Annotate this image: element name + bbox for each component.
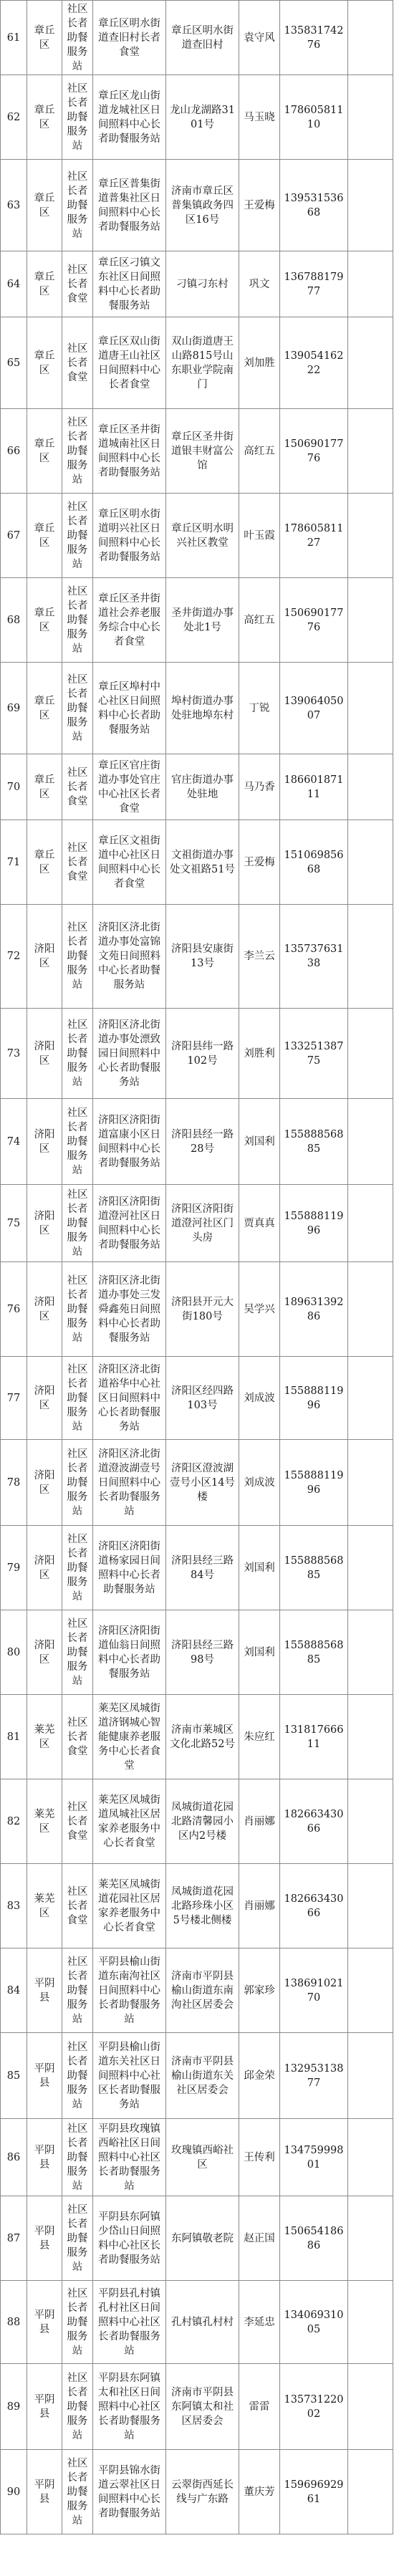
address-cell: 济阳县开元大街180号 — [166, 1262, 239, 1357]
row-number: 70 — [1, 754, 27, 820]
phone-cell: 17860581127 — [280, 494, 348, 578]
phone-cell: 13573122002 — [280, 2364, 348, 2450]
row-number: 87 — [1, 2196, 27, 2281]
empty-cell — [348, 494, 393, 578]
district-cell: 章丘区 — [27, 1, 62, 75]
phone-cell: 17860581110 — [280, 75, 348, 160]
row-number: 76 — [1, 1262, 27, 1357]
district-cell: 莱芜区 — [27, 1864, 62, 1948]
phone-cell: 13573763138 — [280, 905, 348, 1009]
service-type-cell: 社区长者助餐服务站 — [62, 2033, 93, 2119]
empty-cell — [348, 578, 393, 663]
district-cell: 平阴县 — [27, 2033, 62, 2119]
district-cell: 章丘区 — [27, 494, 62, 578]
station-name-cell: 章丘区明水街道明兴社区日间照料中心长者助餐服务站 — [93, 494, 166, 578]
empty-cell — [348, 663, 393, 754]
table-row — [1, 494, 393, 578]
station-name-cell: 平阴县锦水街道云翠社区日间照料中心长者助餐服务站 — [93, 2450, 166, 2534]
phone-cell: 15588856885 — [280, 1610, 348, 1695]
district-cell: 莱芜区 — [27, 1779, 62, 1864]
station-name-cell: 济阳区济北街道办事处三发舜鑫苑日间照料中心长者助餐服务站 — [93, 1262, 166, 1357]
contact-person-cell: 高红五 — [239, 409, 280, 494]
phone-cell: 13475999801 — [280, 2119, 348, 2196]
address-cell: 济南市章丘区普集镇政务四区16号 — [166, 160, 239, 251]
empty-cell — [348, 1357, 393, 1440]
district-cell: 章丘区 — [27, 317, 62, 409]
table-body — [1, 1, 393, 2534]
empty-cell — [348, 2119, 393, 2196]
row-number: 83 — [1, 1864, 27, 1948]
row-number: 77 — [1, 1357, 27, 1440]
empty-cell — [348, 1610, 393, 1695]
service-type-cell: 社区长者助餐服务站 — [62, 1099, 93, 1185]
service-type-cell: 社区长者助餐服务站 — [62, 663, 93, 754]
station-name-cell: 章丘区圣井街道城南社区日间照料中心长者助餐服务站 — [93, 409, 166, 494]
empty-cell — [348, 160, 393, 251]
table-row — [1, 1185, 393, 1262]
station-name-cell: 章丘区龙山街道龙城社区日间照料中心长者助餐服务站 — [93, 75, 166, 160]
service-type-cell: 社区长者食堂 — [62, 1695, 93, 1779]
phone-cell: 18660187111 — [280, 754, 348, 820]
phone-cell: 18266343066 — [280, 1864, 348, 1948]
service-type-cell: 社区长者助餐服务站 — [62, 1185, 93, 1262]
district-cell: 章丘区 — [27, 754, 62, 820]
address-cell: 凤城街道花园北路珍珠小区5号楼北侧楼 — [166, 1864, 239, 1948]
address-cell: 埠村街道办事处驻地埠东村 — [166, 663, 239, 754]
row-number: 63 — [1, 160, 27, 251]
station-name-cell: 平阴县玫瑰镇西峪社区日间照料中心社区长者助餐服务站 — [93, 2119, 166, 2196]
district-cell: 济阳区 — [27, 1526, 62, 1610]
row-number: 74 — [1, 1099, 27, 1185]
district-cell: 平阴县 — [27, 2119, 62, 2196]
table-row — [1, 2119, 393, 2196]
station-name-cell: 济阳区济阳街道杨家园日间照料中心长者助餐服务站 — [93, 1526, 166, 1610]
empty-cell — [348, 2450, 393, 2534]
empty-cell — [348, 317, 393, 409]
service-type-cell: 社区长者助餐服务站 — [62, 2364, 93, 2450]
row-number: 61 — [1, 1, 27, 75]
contact-person-cell: 李兰云 — [239, 905, 280, 1009]
contact-person-cell: 马玉晓 — [239, 75, 280, 160]
phone-cell: 13295313877 — [280, 2033, 348, 2119]
phone-cell: 13953153668 — [280, 160, 348, 251]
address-cell: 济阳县经一路28号 — [166, 1099, 239, 1185]
table-row — [1, 1, 393, 75]
district-cell: 济阳区 — [27, 1099, 62, 1185]
service-type-cell: 社区长者助餐服务站 — [62, 2450, 93, 2534]
empty-cell — [348, 1695, 393, 1779]
empty-cell — [348, 1864, 393, 1948]
phone-cell: 15588856885 — [280, 1526, 348, 1610]
table-row — [1, 663, 393, 754]
address-cell: 济阳区济阳街道澄河社区门头房 — [166, 1185, 239, 1262]
service-type-cell: 社区长者助餐服务站 — [62, 75, 93, 160]
district-cell: 平阴县 — [27, 2281, 62, 2364]
station-name-cell: 济阳区济北街道澄波湖壹号日间照料中心长者助餐服务站 — [93, 1440, 166, 1526]
address-cell: 东阿镇敬老院 — [166, 2196, 239, 2281]
row-number: 86 — [1, 2119, 27, 2196]
empty-cell — [348, 2033, 393, 2119]
service-type-cell: 社区长者食堂 — [62, 754, 93, 820]
address-cell: 孔村镇孔村村 — [166, 2281, 239, 2364]
district-cell: 平阴县 — [27, 2196, 62, 2281]
table-row — [1, 1357, 393, 1440]
address-cell: 章丘区明水明兴社区教堂 — [166, 494, 239, 578]
phone-cell: 13406931005 — [280, 2281, 348, 2364]
station-name-cell: 济阳区济北街道办事处富锦文苑日间照料中心长者助餐服务站 — [93, 905, 166, 1009]
district-cell: 平阴县 — [27, 2450, 62, 2534]
phone-cell: 15588811996 — [280, 1357, 348, 1440]
district-cell: 章丘区 — [27, 663, 62, 754]
station-name-cell: 济阳区济阳街道澄河社区日间照料中心长者助餐服务站 — [93, 1185, 166, 1262]
service-type-cell: 社区长者助餐服务站 — [62, 494, 93, 578]
service-type-cell: 社区长者食堂 — [62, 251, 93, 317]
table-row — [1, 1610, 393, 1695]
empty-cell — [348, 75, 393, 160]
empty-cell — [348, 1779, 393, 1864]
row-number: 84 — [1, 1948, 27, 2033]
phone-cell: 15069017776 — [280, 578, 348, 663]
row-number: 90 — [1, 2450, 27, 2534]
table-row — [1, 409, 393, 494]
service-type-cell: 社区长者助餐服务站 — [62, 2281, 93, 2364]
empty-cell — [348, 820, 393, 905]
table-row — [1, 578, 393, 663]
phone-cell: 13325138775 — [280, 1009, 348, 1099]
station-name-cell: 济阳区济北街道办事处漂致园日间照料中心长者助餐服务站 — [93, 1009, 166, 1099]
contact-person-cell: 吴学兴 — [239, 1262, 280, 1357]
district-cell: 济阳区 — [27, 905, 62, 1009]
district-cell: 济阳区 — [27, 1262, 62, 1357]
district-cell: 济阳区 — [27, 1440, 62, 1526]
row-number: 64 — [1, 251, 27, 317]
service-type-cell: 社区长者助餐服务站 — [62, 1357, 93, 1440]
row-number: 68 — [1, 578, 27, 663]
station-name-cell: 平阴县东阿镇太和社区日间照料中心社区长者助餐服务站 — [93, 2364, 166, 2450]
phone-cell: 13678817977 — [280, 251, 348, 317]
table-row — [1, 820, 393, 905]
address-cell: 济南市平阴县榆山街道东关社区居委会 — [166, 2033, 239, 2119]
district-cell: 章丘区 — [27, 820, 62, 905]
district-cell: 章丘区 — [27, 578, 62, 663]
row-number: 78 — [1, 1440, 27, 1526]
service-type-cell: 社区长者助餐服务站 — [62, 1440, 93, 1526]
service-type-cell: 社区长者助餐服务站 — [62, 2196, 93, 2281]
phone-cell: 13181766611 — [280, 1695, 348, 1779]
address-cell: 济阳县经三路98号 — [166, 1610, 239, 1695]
row-number: 88 — [1, 2281, 27, 2364]
empty-cell — [348, 2281, 393, 2364]
contact-person-cell: 叶玉霞 — [239, 494, 280, 578]
row-number: 80 — [1, 1610, 27, 1695]
table-row — [1, 1526, 393, 1610]
address-cell: 刁镇刁东村 — [166, 251, 239, 317]
service-type-cell: 社区长者助餐服务站 — [62, 578, 93, 663]
table-row — [1, 1262, 393, 1357]
district-cell: 章丘区 — [27, 251, 62, 317]
contact-person-cell: 王爱梅 — [239, 160, 280, 251]
station-name-cell: 平阴县榆山街道东关社区日间照料中心社区长者助餐服务站 — [93, 2033, 166, 2119]
contact-person-cell: 郭家珍 — [239, 1948, 280, 2033]
phone-cell: 13905416222 — [280, 317, 348, 409]
empty-cell — [348, 1, 393, 75]
phone-cell: 13583174276 — [280, 1, 348, 75]
service-type-cell: 社区长者助餐服务站 — [62, 905, 93, 1009]
table-row — [1, 2196, 393, 2281]
contact-person-cell: 丁锐 — [239, 663, 280, 754]
phone-cell: 13906405007 — [280, 663, 348, 754]
phone-cell: 15588811996 — [280, 1185, 348, 1262]
empty-cell — [348, 2364, 393, 2450]
address-cell: 官庄街道办事处驻地 — [166, 754, 239, 820]
phone-cell: 18266343066 — [280, 1779, 348, 1864]
station-name-cell: 济阳区济阳街道仙翁日间照料中心长者助餐服务站 — [93, 1610, 166, 1695]
empty-cell — [348, 2196, 393, 2281]
empty-cell — [348, 1099, 393, 1185]
station-name-cell: 章丘区文祖街道中心社区日间照料中心长者食堂 — [93, 820, 166, 905]
contact-person-cell: 李延忠 — [239, 2281, 280, 2364]
empty-cell — [348, 409, 393, 494]
service-type-cell: 社区长者食堂 — [62, 1864, 93, 1948]
service-type-cell: 社区长者助餐服务站 — [62, 1948, 93, 2033]
contact-person-cell: 刘成波 — [239, 1357, 280, 1440]
address-cell: 章丘区圣井街道银丰财富公馆 — [166, 409, 239, 494]
service-type-cell: 社区长者助餐服务站 — [62, 409, 93, 494]
contact-person-cell: 贾真真 — [239, 1185, 280, 1262]
service-type-cell: 社区长者食堂 — [62, 820, 93, 905]
station-name-cell: 莱芜区凤城街道济钢城心智能健康养老服务中心长者食堂 — [93, 1695, 166, 1779]
station-name-cell: 莱芜区凤城街道凤城社区居家养老服务中心长者食堂 — [93, 1779, 166, 1864]
table-row — [1, 2450, 393, 2534]
table-row — [1, 1009, 393, 1099]
phone-cell: 15969692961 — [280, 2450, 348, 2534]
contact-person-cell: 刘国利 — [239, 1099, 280, 1185]
row-number: 69 — [1, 663, 27, 754]
table-row — [1, 2033, 393, 2119]
contact-person-cell: 雷雷 — [239, 2364, 280, 2450]
contact-person-cell: 王爱梅 — [239, 820, 280, 905]
row-number: 85 — [1, 2033, 27, 2119]
address-cell: 济阳县安康街13号 — [166, 905, 239, 1009]
contact-person-cell: 肖丽娜 — [239, 1864, 280, 1948]
station-name-cell: 平阴县孔村镇孔村社区日间照料中心社区长者助餐服务站 — [93, 2281, 166, 2364]
empty-cell — [348, 1526, 393, 1610]
station-name-cell: 章丘区官庄街道办事处官庄中心社区长者食堂 — [93, 754, 166, 820]
address-cell: 圣井街道办事处北1号 — [166, 578, 239, 663]
district-cell: 章丘区 — [27, 75, 62, 160]
contact-person-cell: 肖丽娜 — [239, 1779, 280, 1864]
table-row — [1, 1948, 393, 2033]
phone-cell: 13869102170 — [280, 1948, 348, 2033]
address-cell: 济阳县纬一路102号 — [166, 1009, 239, 1099]
contact-person-cell: 刘加胜 — [239, 317, 280, 409]
address-cell: 双山街道唐王山路815号山东职业学院南门 — [166, 317, 239, 409]
row-number: 67 — [1, 494, 27, 578]
service-type-cell: 社区长者助餐服务站 — [62, 1526, 93, 1610]
station-name-cell: 平阴县东阿镇少岱山日间照料中心社区长者助餐服务站 — [93, 2196, 166, 2281]
empty-cell — [348, 1262, 393, 1357]
phone-cell: 15065418686 — [280, 2196, 348, 2281]
contact-person-cell: 高红五 — [239, 578, 280, 663]
row-number: 79 — [1, 1526, 27, 1610]
phone-cell: 15588811996 — [280, 1440, 348, 1526]
station-name-cell: 章丘区普集街道普集社区日间照料中心长者助餐服务站 — [93, 160, 166, 251]
table-row — [1, 2364, 393, 2450]
row-number: 72 — [1, 905, 27, 1009]
table-row — [1, 317, 393, 409]
row-number: 81 — [1, 1695, 27, 1779]
station-name-cell: 章丘区埠村中心社区日间照料中心长者助餐服务站 — [93, 663, 166, 754]
service-type-cell: 社区长者助餐服务站 — [62, 1610, 93, 1695]
contact-person-cell: 马乃香 — [239, 754, 280, 820]
service-type-cell: 社区长者助餐服务站 — [62, 1, 93, 75]
address-cell: 龙山龙湖路3101号 — [166, 75, 239, 160]
table-row — [1, 905, 393, 1009]
service-type-cell: 社区长者食堂 — [62, 317, 93, 409]
station-name-cell: 莱芜区凤城街道花园社区居家养老服务中心长者食堂 — [93, 1864, 166, 1948]
table-row — [1, 160, 393, 251]
contact-person-cell: 袁守风 — [239, 1, 280, 75]
district-cell: 济阳区 — [27, 1009, 62, 1099]
contact-person-cell: 刘成波 — [239, 1440, 280, 1526]
table-row — [1, 1779, 393, 1864]
row-number: 66 — [1, 409, 27, 494]
empty-cell — [348, 754, 393, 820]
address-cell: 济南市平阴县榆山街道东南泃社区居委会 — [166, 1948, 239, 2033]
district-cell: 莱芜区 — [27, 1695, 62, 1779]
row-number: 75 — [1, 1185, 27, 1262]
station-name-cell: 章丘区明水街道查旧村长者食堂 — [93, 1, 166, 75]
address-cell: 文祖街道办事处文祖路51号 — [166, 820, 239, 905]
row-number: 65 — [1, 317, 27, 409]
contact-person-cell: 刘胜利 — [239, 1009, 280, 1099]
station-name-cell: 平阴县榆山街道东南泃社区日间照料中心长者助餐服务站 — [93, 1948, 166, 2033]
row-number: 82 — [1, 1779, 27, 1864]
empty-cell — [348, 1440, 393, 1526]
empty-cell — [348, 1185, 393, 1262]
address-cell: 章丘区明水街道查旧村 — [166, 1, 239, 75]
phone-cell: 18963139286 — [280, 1262, 348, 1357]
contact-person-cell: 巩文 — [239, 251, 280, 317]
empty-cell — [348, 905, 393, 1009]
service-type-cell: 社区长者助餐服务站 — [62, 160, 93, 251]
contact-person-cell: 朱应红 — [239, 1695, 280, 1779]
district-cell: 平阴县 — [27, 2364, 62, 2450]
table-row — [1, 1864, 393, 1948]
station-name-cell: 章丘区圣井街道社会养老服务综合中心长者食堂 — [93, 578, 166, 663]
service-type-cell: 社区长者助餐服务站 — [62, 1262, 93, 1357]
address-cell: 济阳区经四路103号 — [166, 1357, 239, 1440]
address-cell: 济南市平阴县东阿镇太和社区居委会 — [166, 2364, 239, 2450]
table-row — [1, 1695, 393, 1779]
district-cell: 济阳区 — [27, 1185, 62, 1262]
service-type-cell: 社区长者助餐服务站 — [62, 1009, 93, 1099]
address-cell: 济南市莱城区文化北路52号 — [166, 1695, 239, 1779]
address-cell: 云翠街西延长线与广东路 — [166, 2450, 239, 2534]
station-name-cell: 济阳区济北街道裕华中心社区日间照料中心长者助餐服务站 — [93, 1357, 166, 1440]
station-name-cell: 章丘区双山街道唐王山社区日间照料中心长者食堂 — [93, 317, 166, 409]
address-cell: 济阳县经三路84号 — [166, 1526, 239, 1610]
row-number: 71 — [1, 820, 27, 905]
district-cell: 济阳区 — [27, 1357, 62, 1440]
contact-person-cell: 王传利 — [239, 2119, 280, 2196]
address-cell: 凤城街道花园北路清馨园小区内2号楼 — [166, 1779, 239, 1864]
empty-cell — [348, 251, 393, 317]
empty-cell — [348, 1948, 393, 2033]
table-row — [1, 1099, 393, 1185]
service-type-cell: 社区长者助餐服务站 — [62, 2119, 93, 2196]
service-type-cell: 社区长者食堂 — [62, 1779, 93, 1864]
contact-person-cell: 董庆芳 — [239, 2450, 280, 2534]
district-cell: 章丘区 — [27, 409, 62, 494]
table-row — [1, 1440, 393, 1526]
row-number: 89 — [1, 2364, 27, 2450]
row-number: 62 — [1, 75, 27, 160]
phone-cell: 15588856885 — [280, 1099, 348, 1185]
station-name-cell: 章丘区刁镇文东社区日间照料中心长者助餐服务站 — [93, 251, 166, 317]
contact-person-cell: 赵正国 — [239, 2196, 280, 2281]
address-cell: 济阳区澄波湖壹号小区14号楼 — [166, 1440, 239, 1526]
district-cell: 济阳区 — [27, 1610, 62, 1695]
district-cell: 章丘区 — [27, 160, 62, 251]
table-row — [1, 754, 393, 820]
table-row — [1, 251, 393, 317]
table-row — [1, 2281, 393, 2364]
address-cell: 玫瑰镇西峪社区 — [166, 2119, 239, 2196]
contact-person-cell: 刘国利 — [239, 1610, 280, 1695]
station-name-cell: 济阳区济阳街道富康小区日间照料中心长者助餐服务站 — [93, 1099, 166, 1185]
empty-cell — [348, 1009, 393, 1099]
phone-cell: 15069017776 — [280, 409, 348, 494]
row-number: 73 — [1, 1009, 27, 1099]
contact-person-cell: 邱金荣 — [239, 2033, 280, 2119]
contact-person-cell: 刘国利 — [239, 1526, 280, 1610]
district-cell: 平阴县 — [27, 1948, 62, 2033]
phone-cell: 15106985668 — [280, 820, 348, 905]
table-row — [1, 75, 393, 160]
